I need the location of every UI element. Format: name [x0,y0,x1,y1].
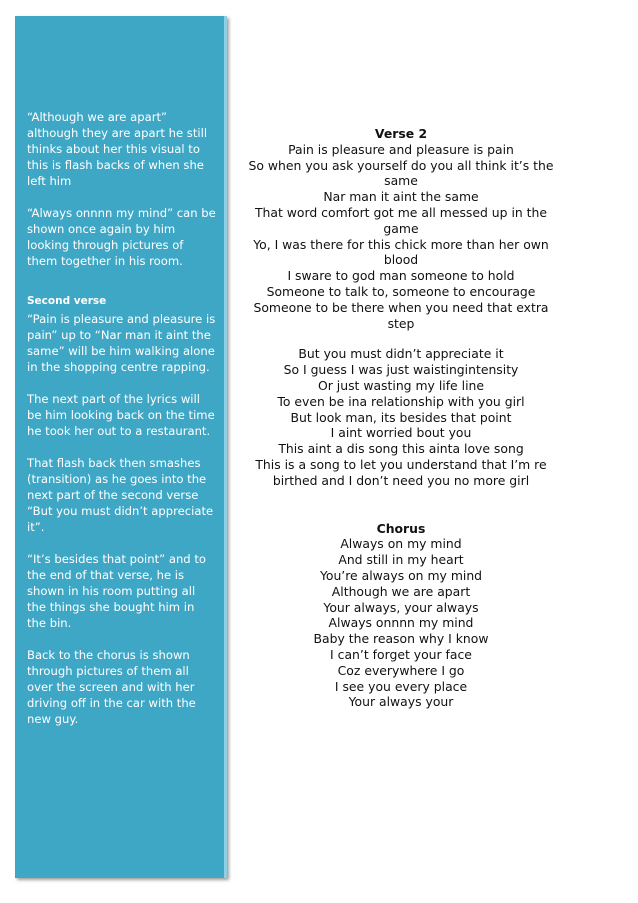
verse-line: So I guess I was just waistingintensity [283,362,519,378]
sidebar-panel [15,16,227,878]
chorus-title: Chorus [376,520,426,536]
chorus-line: And still in my heart [338,552,464,568]
verse-line: That word comfort got me all messed up in the game [254,204,548,236]
sidebar-spacer [27,285,217,293]
chorus-line: Your always your [348,694,454,710]
chorus-line: I can’t forget your face [330,646,472,662]
chorus-line: Always onnnn my mind [328,615,474,631]
lyrics-column [246,126,556,710]
sidebar-note-2: “Always onnnn my mind” can be shown once again by him looking through pictures of them together in his room. [27,206,216,268]
verse-line: So when you ask yourself do you all think it’s the same [248,157,554,189]
verse-line: But look man, its besides that point [290,409,512,425]
chorus-line: Baby the reason why I know [313,631,489,647]
verse-line: I sware to god man someone to hold [287,268,515,284]
sidebar-note-5: That flash back then smashes (transition) as he goes into the next part of the second verse “But you must didn’t appreciate it”. [27,456,214,534]
sidebar-notes [27,109,217,743]
chorus-line: Always on my mind [340,536,462,552]
verse-line: Yo, I was there for this chick more than her own blood [253,236,549,268]
section-gap [246,489,556,521]
chorus-line: Your always, your always [323,599,479,615]
sidebar-note-1: “Although we are apart” although they are apart he still thinks about her this visual to this is flash backs of when she left him [27,110,208,188]
verse-line: But you must didn’t appreciate it [298,346,504,362]
chorus-line: Although we are apart [331,583,471,599]
verse-line: To even be ina relationship with you girl [277,393,525,409]
verse-line: This is a song to let you understand that I’m re birthed and I don’t need you no more girl [255,456,547,488]
verse-line: Pain is pleasure and pleasure is pain [288,141,514,157]
stanza-gap [246,331,556,346]
chorus-line: Coz everywhere I go [337,662,465,678]
sidebar-note-4: The next part of the lyrics will be him looking back on the time he took her out to a restaurant. [27,392,215,438]
verse-line: I aint worried bout you [330,425,472,441]
verse-line: Nar man it aint the same [323,189,479,205]
sidebar-note-3: “Pain is pleasure and pleasure is pain” up to “Nar man it aint the same” will be him walking alone in the shopping centre rapping. [27,312,216,374]
chorus-line: You’re always on my mind [319,567,483,583]
verse-line: This aint a dis song this ainta love song [278,441,524,457]
sidebar-note-7: Back to the chorus is shown through pictures of them all over the screen and with her driving off in the car with the new guy. [27,648,196,726]
verse-line: Or just wasting my life line [318,377,484,393]
sidebar-note-6: “It’s besides that point” and to the end of that verse, he is shown in his room putting all the things she bought him in the bin. [27,552,206,630]
chorus-line: I see you every place [334,678,468,694]
verse-line: Someone to talk to, someone to encourage [266,283,536,299]
verse-2-title: Verse 2 [374,126,428,141]
second-verse-heading: Second verse [27,295,107,307]
verse-line: Someone to be there when you need that extra step [253,299,549,331]
